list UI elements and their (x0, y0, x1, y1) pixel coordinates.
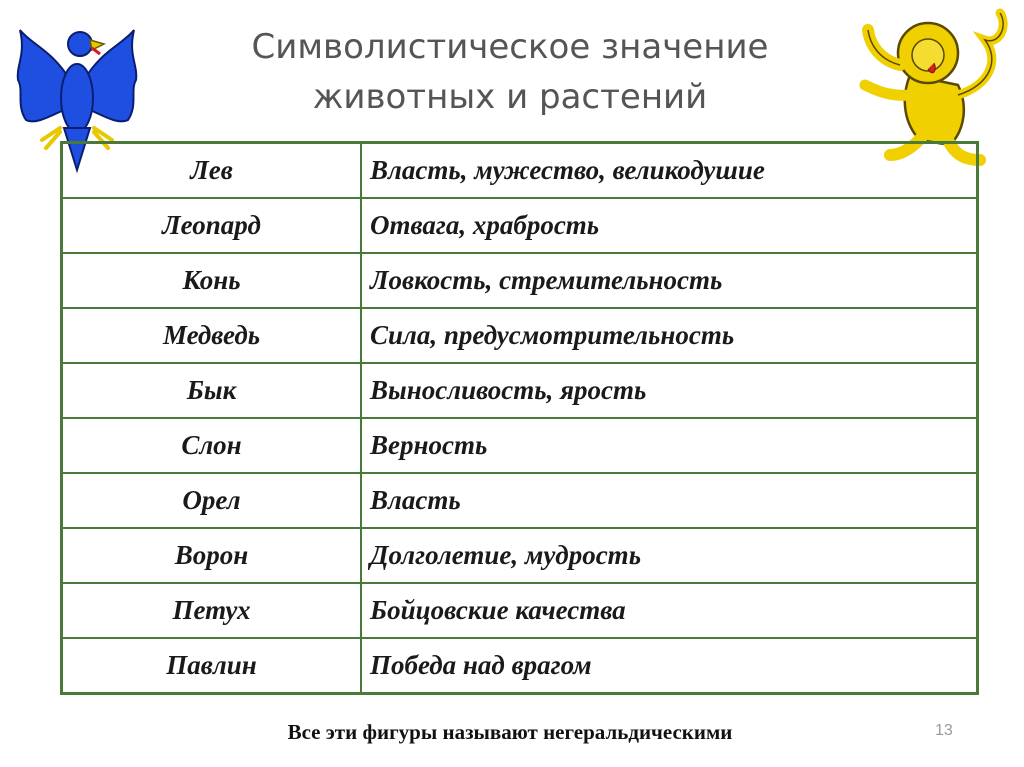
animal-cell: Орел (62, 473, 362, 528)
animal-cell: Лев (62, 143, 362, 199)
meaning-cell: Отвага, храбрость (361, 198, 978, 253)
meaning-cell: Бойцовские качества (361, 583, 978, 638)
animal-cell: Петух (62, 583, 362, 638)
animal-cell: Леопард (62, 198, 362, 253)
table-row (62, 198, 978, 253)
symbols-table (60, 141, 979, 695)
slide-title (200, 22, 820, 122)
animal-cell: Павлин (62, 638, 362, 694)
meaning-cell: Долголетие, мудрость (361, 528, 978, 583)
meaning-cell: Победа над врагом (361, 638, 978, 694)
animal-cell: Бык (62, 363, 362, 418)
table-row (62, 418, 978, 473)
table-row (62, 363, 978, 418)
animal-cell: Слон (62, 418, 362, 473)
title-line-2: животных и растений (312, 77, 708, 117)
meaning-cell: Власть (361, 473, 978, 528)
footer-note: Все эти фигуры называют негеральдическими (287, 720, 733, 744)
meaning-cell: Сила, предусмотрительность (361, 308, 978, 363)
meaning-cell: Верность (361, 418, 978, 473)
meaning-cell: Выносливость, ярость (361, 363, 978, 418)
table-row (62, 638, 978, 694)
animal-cell: Ворон (62, 528, 362, 583)
table-row (62, 308, 978, 363)
table-row (62, 473, 978, 528)
meaning-cell: Ловкость, стремительность (361, 253, 978, 308)
page-number: 13 (935, 722, 953, 739)
table-row (62, 253, 978, 308)
symbols-table-body (62, 143, 978, 694)
animal-cell: Конь (62, 253, 362, 308)
table-row (62, 143, 978, 199)
table-row (62, 583, 978, 638)
meaning-cell: Власть, мужество, великодушие (361, 143, 978, 199)
title-line-1: Символистическое значение (251, 27, 769, 67)
animal-cell: Медведь (62, 308, 362, 363)
table-row (62, 528, 978, 583)
